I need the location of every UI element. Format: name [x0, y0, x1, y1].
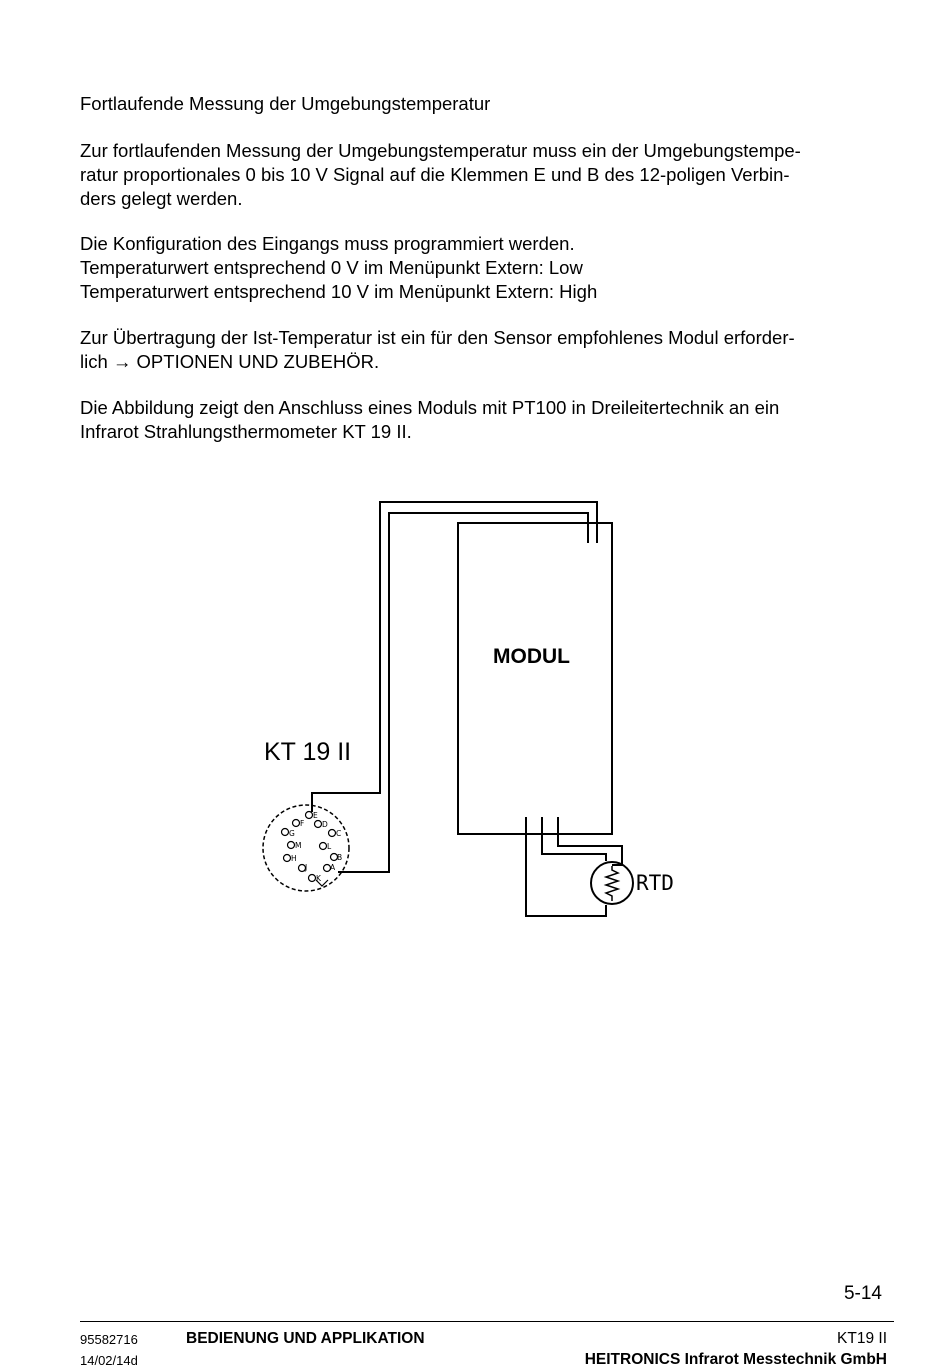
module-box — [458, 523, 612, 834]
pin-icon — [284, 855, 291, 862]
pin-icon — [293, 820, 300, 827]
rtd-wire-3 — [558, 834, 622, 865]
pin-label: F — [300, 819, 305, 828]
paragraph-line: ratur proportionales 0 bis 10 V Signal auf die Klemmen E und B des 12-poligen Verbin- — [80, 164, 790, 185]
footer-divider — [80, 1321, 894, 1322]
paragraph-line: Temperaturwert entsprechend 0 V im Menüpunkt Extern: Low — [80, 257, 583, 278]
resistor-icon — [606, 866, 618, 901]
footer-company: HEITRONICS Infrarot Messtechnik GmbH — [584, 1351, 887, 1368]
footer-section-title: BEDIENUNG UND APPLIKATION — [186, 1330, 425, 1347]
connector-icon — [263, 805, 349, 891]
footer-product: KT19 II — [837, 1330, 887, 1347]
paragraph-line: Zur fortlaufenden Messung der Umgebungstemperatur muss ein der Umgebungstempe- — [80, 140, 801, 161]
pin-icon — [309, 875, 316, 882]
paragraph-line: Infrarot Strahlungsthermometer KT 19 II. — [80, 421, 412, 442]
rtd-label: RTD — [636, 871, 674, 895]
paragraph-line: ders gelegt werden. — [80, 188, 243, 209]
pin-label: B — [337, 853, 343, 862]
wire-signal-b — [338, 513, 588, 872]
paragraph-line: lich → OPTIONEN UND ZUBEHÖR. — [80, 351, 380, 372]
pin-label: L — [327, 842, 332, 851]
pin-icon — [288, 842, 295, 849]
paragraph-line: Die Abbildung zeigt den Anschluss eines Moduls mit PT100 in Dreileitertechnik an ein — [80, 397, 780, 418]
rtd-wire-2 — [542, 834, 606, 861]
page-number: 5-14 — [843, 1283, 882, 1304]
pin-icon — [315, 821, 322, 828]
pin-label: M — [295, 841, 302, 850]
pin-label: C — [336, 829, 342, 838]
pin-label: E — [313, 811, 318, 820]
paragraph-line: Temperaturwert entsprechend 10 V im Menüpunkt Extern: High — [80, 281, 598, 302]
footer-date: 14/02/14d — [80, 1353, 138, 1368]
paragraph-line: Zur Übertragung der Ist-Temperatur ist ein für den Sensor empfohlenes Modul erforder- — [80, 327, 795, 348]
pin-icon — [306, 812, 313, 819]
pin-icon — [282, 829, 289, 836]
pin-label: G — [289, 829, 295, 838]
pin-label: K — [316, 874, 321, 883]
pin-label: D — [322, 820, 328, 829]
device-label: KT 19 II — [264, 738, 352, 766]
pin-icon — [329, 830, 336, 837]
heading-text: Fortlaufende Messung der Umgebungstemperatur — [80, 93, 491, 114]
pin-label: H — [291, 854, 297, 863]
paragraph-line: Die Konfiguration des Eingangs muss programmiert werden. — [80, 233, 575, 254]
pin-icon — [320, 843, 327, 850]
module-label: MODUL — [493, 645, 570, 668]
pin-label: J — [305, 863, 308, 872]
footer-doc-number: 95582716 — [80, 1332, 138, 1347]
pin-label: A — [330, 863, 336, 872]
